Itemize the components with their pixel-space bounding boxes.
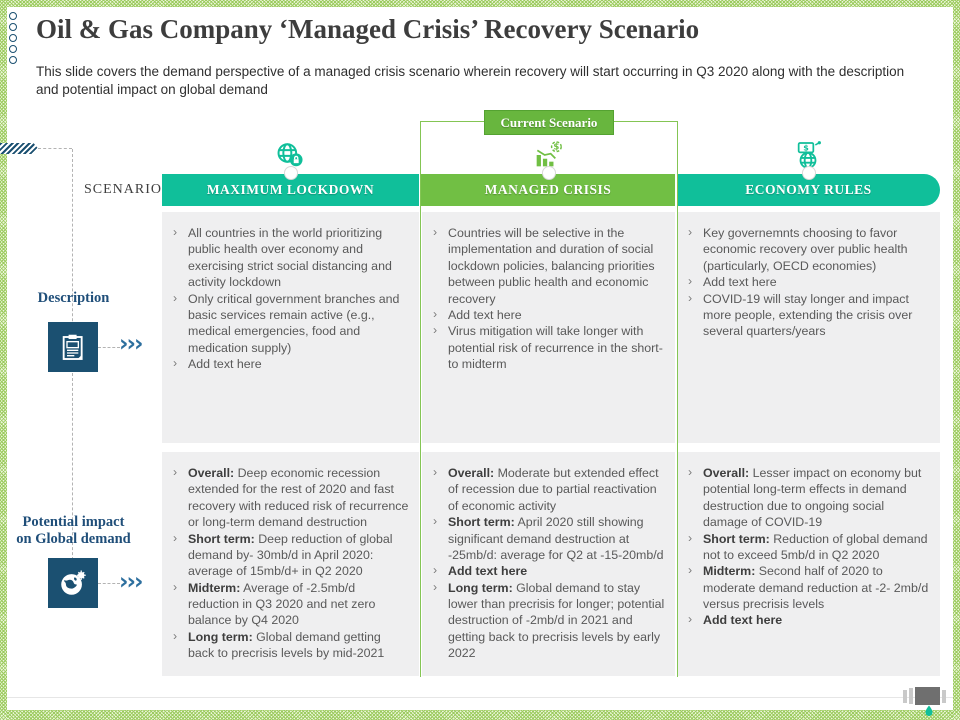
column-header-maximum-lockdown: MAXIMUM LOCKDOWN (162, 174, 419, 206)
bullet-item: › All countries in the world prioritizing public health over economy and exercising strict social distancing and activity lockdown (170, 225, 409, 291)
description-cell-economy-rules (677, 212, 940, 443)
dashed-connector (98, 583, 120, 584)
impact-cell-maximum-lockdown (162, 452, 419, 676)
bullet-item: › Virus mitigation will take longer with potential risk of recurrence in the short-to midterm (430, 323, 665, 372)
slide-subtitle: This slide covers the demand perspective of a managed crisis scenario wherein recovery will start occurring in Q3 2020 along with the description and potential impact on global demand (36, 64, 905, 98)
connector-dot (542, 166, 556, 180)
bullet-list (170, 465, 409, 662)
slide-border-top (0, 0, 960, 7)
bullet-item: › Add text here (430, 307, 665, 323)
bullet-item: › Overall: Moderate but extended effect of recession due to partial reactivation of economic activity (430, 465, 665, 514)
current-scenario-frame (420, 121, 678, 677)
bullet-item: › Overall: Deep economic recession extended for the rest of 2020 and fast recovery with reduced risk of recurrence or long-term demand destruction (170, 465, 409, 531)
footer-bar-icon (909, 688, 913, 704)
scenario-row-label: SCENARIO (84, 182, 163, 197)
slide-border-right (953, 0, 960, 720)
striped-arrow-icon (0, 143, 38, 154)
svg-text:$: $ (553, 142, 560, 153)
bullet-item: › COVID-19 will stay longer and impact more people, extending the crisis over several quarters/years (685, 291, 930, 340)
bullet-list (685, 225, 930, 340)
chevrons-icon: ››› (119, 569, 142, 595)
bullet-item: › Overall: Lesser impact on economy but potential long-term effects in demand destruction due to ongoing social damage of COVID-19 (685, 465, 930, 531)
bullet-item: › Key governemnts choosing to favor economic recovery over public health (particularly, OECD economies) (685, 225, 930, 274)
impact-row-label-line2: on Global demand (16, 530, 131, 547)
connector-dot (802, 166, 816, 180)
column-header-managed-crisis: MANAGED CRISIS (421, 174, 675, 206)
bullet-item: › Midterm: Average of -2.5mb/d reduction in Q3 2020 and net zero balance by Q4 2020 (170, 580, 409, 629)
bullet-item: › Long term: Global demand to stay lower than precrisis for longer; potential destruction of -2mb/d in 2021 and getting back to precrisis levels by early 2022 (430, 580, 665, 662)
bullet-item: › Add text here (685, 274, 930, 290)
globe-virus-icon (48, 558, 98, 608)
bullet-item: › Add text here (685, 612, 930, 628)
bullet-item: › Long term: Global demand getting back to precrisis levels by mid-2021 (170, 629, 409, 662)
bullet-list (685, 465, 930, 629)
chevrons-icon: ››› (119, 331, 142, 357)
column-header-economy-rules: ECONOMY RULES (677, 174, 940, 206)
clipboard-icon (48, 322, 98, 372)
bullet-item: › Countries will be selective in the implementation and duration of social lockdown policies, balancing priorities between public health and economic recovery (430, 225, 665, 307)
description-row-label: Description (37, 290, 110, 306)
description-cell-maximum-lockdown (162, 212, 419, 443)
slide-border-left (0, 0, 7, 720)
bullet-item: › Short term: Reduction of global demand not to exceed 5mb/d in Q2 2020 (685, 531, 930, 564)
impact-row-label-line1: Potential impact (22, 514, 125, 530)
footer-bar-icon (942, 690, 946, 703)
bullet-item: › Add text here (170, 356, 409, 372)
dashed-connector (98, 347, 120, 348)
bullet-item: › Only critical government branches and basic services remain active (e.g., medical emergencies, food and medication supply) (170, 291, 409, 357)
footer-block-icon (915, 687, 940, 705)
teal-drop-icon (923, 704, 935, 716)
bullet-list (170, 225, 409, 372)
footer-bar-icon (903, 690, 907, 703)
impact-row-label (0, 514, 147, 547)
slide-border-bottom (0, 710, 960, 720)
svg-text:$: $ (803, 143, 809, 153)
bullet-item: › Add text here (430, 563, 665, 579)
decorative-circles (9, 12, 17, 64)
bullet-item: › Midterm: Second half of 2020 to moderate demand reduction at -2- 2mb/d versus precrisis levels (685, 563, 930, 612)
footer-divider (7, 697, 953, 698)
connector-dot (284, 166, 298, 180)
current-scenario-badge: Current Scenario (484, 110, 614, 135)
dashed-connector (38, 148, 72, 149)
page-title: Oil & Gas Company ‘Managed Crisis’ Recovery Scenario (36, 14, 700, 44)
bullet-item: › Short term: April 2020 still showing significant demand destruction at -25mb/d: average for Q2 at -15-20mb/d (430, 514, 665, 563)
bullet-item: › Short term: Deep reduction of global demand by- 30mb/d in April 2020: average of 15mb/d+ in Q2 2020 (170, 531, 409, 580)
impact-cell-economy-rules (677, 452, 940, 676)
